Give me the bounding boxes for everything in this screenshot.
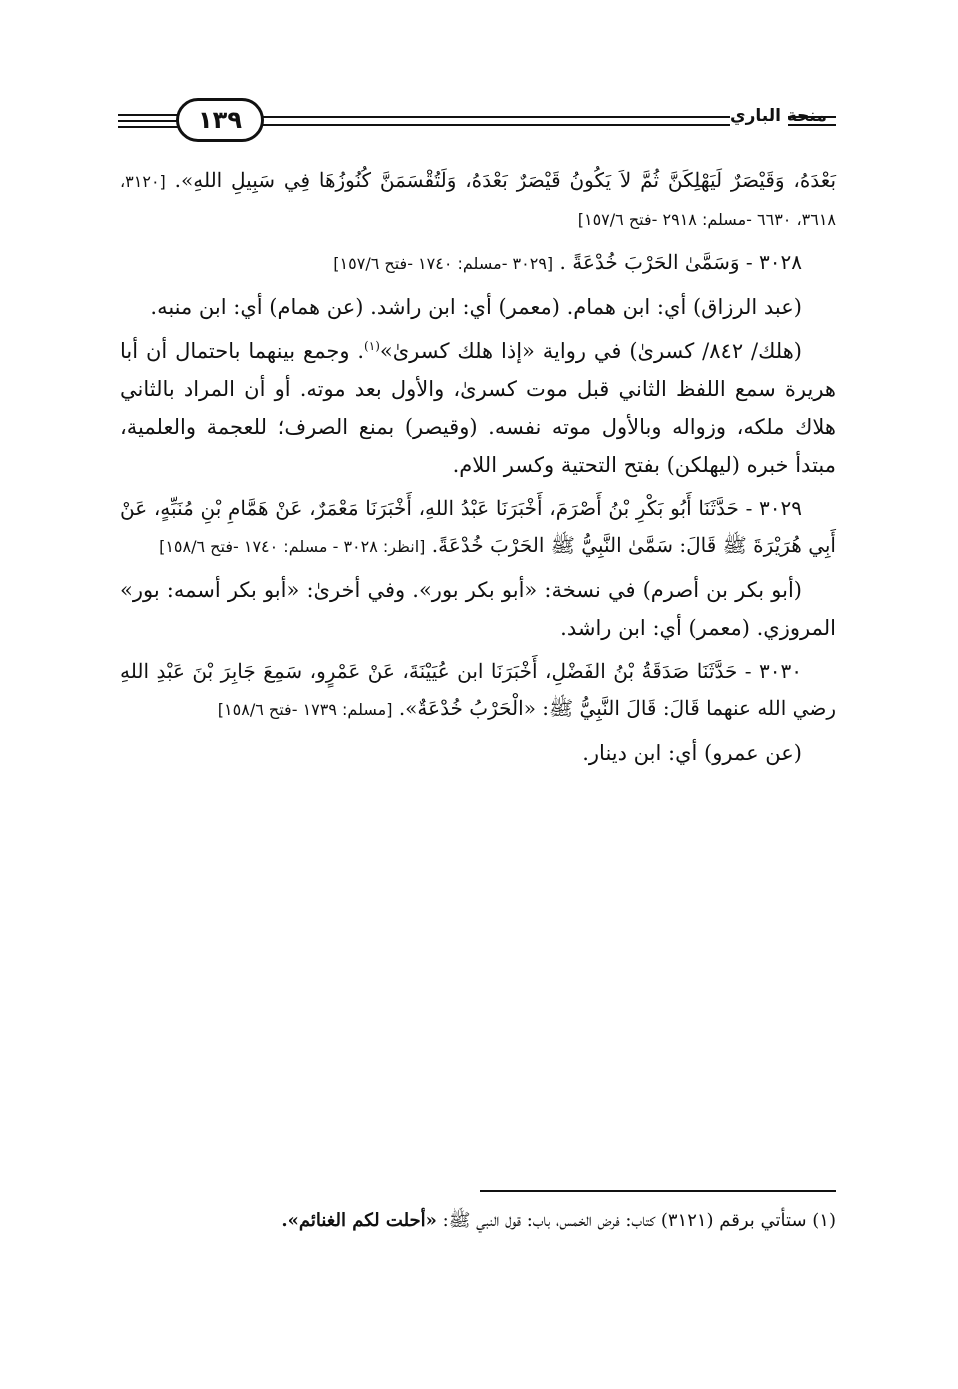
hadith-3028 (120, 244, 836, 282)
header-rule (262, 124, 730, 126)
header-rule (788, 124, 836, 126)
footnote-quote: «أحلت لكم الغنائم». (281, 1210, 437, 1231)
hadith-reference: [٣١٢٠، ٣٦١٨، ٦٦٣٠ -مسلم: ٢٩١٨ -فتح ١٥٧/٦] (120, 172, 836, 229)
hadith-continuation (120, 162, 836, 238)
commentary-paragraph (120, 332, 836, 484)
main-text (120, 162, 836, 778)
hadith-reference: [مسلم: ١٧٣٩ -فتح ١٥٨/٦] (217, 700, 393, 719)
hadith-3029 (120, 490, 836, 565)
paragraph-text: ٣٠٢٩ - حَدَّثَنَا أَبُو بَكْرِ بْنُ أَصْرَمَ، أَخْبَرَنَا عَبْدُ اللهِ، أَخْبَرَنَا مَعْمَرٌ، عَنْ هَمَّامِ بْنِ مُنَبِّهٍ، عَنْ أَبِي هُرَيْرَةَ ﷺ قَالَ: سَمَّىٰ النَّبِيُّ ﷺ الحَرْبَ خُدْعَةً. (120, 496, 836, 557)
hadith-reference: [انظر: ٣٠٢٨ - مسلم: ١٧٤٠ -فتح ١٥٨/٦] (159, 537, 426, 556)
commentary-paragraph (120, 734, 836, 772)
header-rule (262, 116, 730, 118)
hadith-reference: [٣٠٢٩ -مسلم: ١٧٤٠ -فتح ١٥٧/٦] (333, 254, 554, 273)
page-number: ١٣٩ (176, 98, 264, 142)
header-rule (118, 114, 180, 116)
paragraph-text: . وجمع بينهما باحتمال أن أبا هريرة سمع اللفظ الثاني قبل موت كسرىٰ، والأول بعد موته. أو أن المراد بالثاني هلاك ملكه، وزواله وبالأول موته نفسه. (وقيصر) بمنع الصرف؛ للعجمة والعلمية، مبتدأ خبره (ليهلكن) بفتح التحتية وكسر اللام. (120, 339, 836, 477)
paragraph-text: (هلك/ ٨٤٢/ كسرىٰ) في رواية «إذا هلك كسرىٰ» (379, 339, 803, 363)
header-rule (118, 120, 180, 122)
footnote (120, 1204, 836, 1238)
footnote-text: (١) ستأتي برقم (٣١٢١) كتاب: فرض الخمس، باب: قول النبي ﷺ: (442, 1210, 836, 1231)
paragraph-text: بَعْدَهُ، وَقَيْصَرٌ لَيَهْلِكَنَّ ثُمَّ لاَ يَكُونُ قَيْصَرٌ بَعْدَهُ، وَلَتُقْسَمَنَّ كُنُوزُهَا فِي سَبِيلِ اللهِ». (174, 168, 837, 192)
commentary-paragraph (120, 288, 836, 326)
running-header (118, 98, 838, 146)
paragraph-text: ٣٠٢٨ - وَسَمَّىٰ الحَرْبَ خُدْعَةً . (559, 250, 802, 274)
paragraph-text: (عن عمرو) أي: ابن دينار. (582, 741, 802, 765)
header-rule (788, 116, 836, 118)
paragraph-text: ٣٠٣٠ - حَدَّثَنَا صَدَقَةُ بْنُ الفَضْلِ، أَخْبَرَنَا ابن عُيَيْنَةَ، عَنْ عَمْرٍو، سَمِعَ جَابِرَ بْنَ عَبْدِ اللهِ رضي الله عنهما قَالَ: قَالَ النَّبِيُّ ﷺ: «الْحَرْبُ خُدْعَةٌ». (120, 659, 836, 720)
hadith-3030 (120, 653, 836, 728)
paragraph-text: (أبو بكر بن أصرم) في نسخة: «أبو بكر بور». وفي أخرىٰ: «أبو بكر أسمه: بور» المروزي. (معمر) أي: ابن راشد. (120, 578, 836, 640)
paragraph-text: (عبد الرزاق) أي: ابن همام. (معمر) أي: ابن راشد. (عن همام) أي: ابن منبه. (150, 295, 802, 319)
footnote-marker[interactable]: (١) (364, 339, 380, 353)
commentary-paragraph (120, 571, 836, 647)
header-rule (118, 126, 180, 128)
book-title: منحة الباري (730, 106, 827, 126)
footnote-separator (480, 1190, 836, 1192)
